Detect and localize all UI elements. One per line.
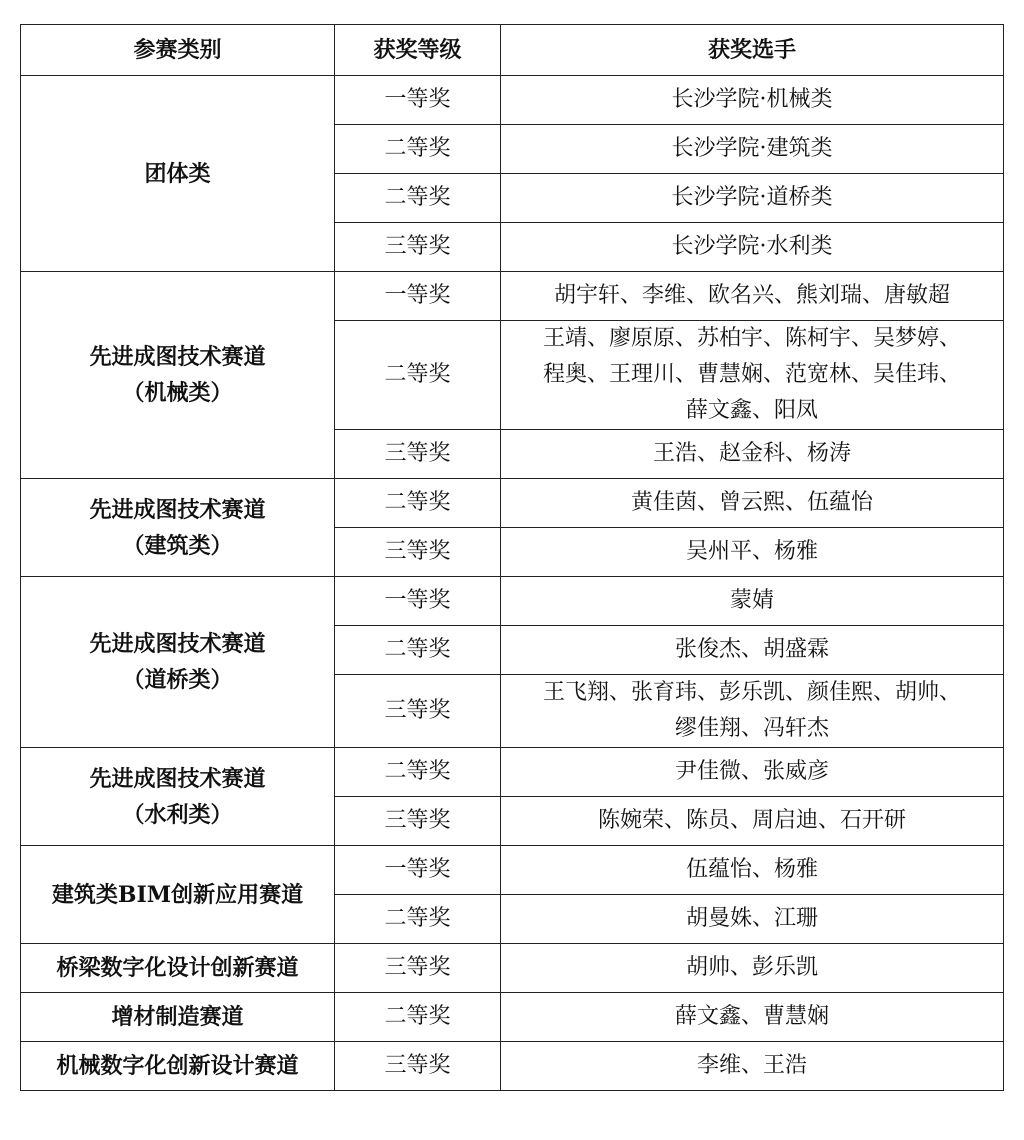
winners-cell — [501, 577, 1004, 626]
winners-cell — [501, 797, 1004, 846]
winners-line: 长沙学院·机械类 — [671, 87, 833, 112]
table-row — [21, 577, 1004, 626]
table-row — [21, 1042, 1004, 1091]
winners-line: 蒙婧 — [729, 588, 774, 613]
winners-cell — [501, 125, 1004, 174]
winners-cell — [501, 430, 1004, 479]
winners-line: 缪佳翔、冯轩杰 — [674, 716, 829, 741]
winners-cell — [501, 675, 1004, 748]
winners-cell — [501, 895, 1004, 944]
category-label: 团体类 — [144, 160, 211, 187]
winners-cell — [501, 321, 1004, 430]
winners-cell — [501, 993, 1004, 1042]
category-cell — [21, 1042, 335, 1091]
category-sublabel: （道桥类） — [122, 667, 233, 693]
winners-cell — [501, 479, 1004, 528]
header-row — [21, 25, 1004, 76]
winners-line: 长沙学院·水利类 — [671, 234, 833, 259]
level-cell: 三等奖 — [335, 944, 501, 993]
category-label: 机械数字化创新设计赛道 — [56, 1053, 299, 1079]
header-level: 获奖等级 — [335, 25, 501, 76]
category-cell — [21, 748, 335, 846]
category-label: 先进成图技术赛道 — [89, 344, 266, 370]
category-label: 建筑类BIM创新应用赛道 — [51, 881, 304, 908]
category-label: 增材制造赛道 — [111, 1004, 244, 1030]
level-cell: 三等奖 — [335, 1042, 501, 1091]
level-cell: 二等奖 — [335, 125, 501, 174]
winners-cell — [501, 223, 1004, 272]
table-row — [21, 479, 1004, 528]
winners-cell — [501, 174, 1004, 223]
winners-line: 黄佳茵、曾云熙、伍蕴怡 — [630, 490, 873, 515]
winners-line: 薛文鑫、阳凤 — [685, 398, 818, 423]
winners-cell — [501, 1042, 1004, 1091]
category-cell — [21, 993, 335, 1042]
header-category: 参赛类别 — [21, 25, 335, 76]
winners-line: 吴州平、杨雅 — [685, 539, 818, 564]
category-label: 先进成图技术赛道 — [89, 765, 266, 792]
level-cell: 一等奖 — [335, 272, 501, 321]
level-cell: 二等奖 — [335, 174, 501, 223]
winners-line: 王靖、廖原原、苏柏宇、陈柯宇、吴梦婷、 — [542, 326, 961, 351]
winners-line: 长沙学院·道桥类 — [671, 185, 833, 210]
category-cell — [21, 479, 335, 577]
winners-line: 李维、王浩 — [696, 1053, 807, 1078]
table-row — [21, 76, 1004, 125]
winners-cell — [501, 626, 1004, 675]
winners-line: 张俊杰、胡盛霖 — [674, 637, 829, 662]
header-winners: 获奖选手 — [501, 25, 1004, 76]
category-label: 桥梁数字化设计创新赛道 — [56, 955, 299, 981]
table-row — [21, 993, 1004, 1042]
level-cell: 三等奖 — [335, 675, 501, 748]
level-cell: 二等奖 — [335, 479, 501, 528]
table-row — [21, 846, 1004, 895]
winners-cell — [501, 528, 1004, 577]
winners-cell — [501, 944, 1004, 993]
winners-line: 王飞翔、张育玮、彭乐凯、颜佳熙、胡帅、 — [542, 680, 961, 705]
category-sublabel: （机械类） — [122, 380, 233, 406]
category-cell — [21, 846, 335, 944]
winners-cell — [501, 748, 1004, 797]
winners-cell — [501, 846, 1004, 895]
winners-line: 薛文鑫、曹慧娴 — [674, 1004, 829, 1029]
category-sublabel: （建筑类） — [122, 532, 233, 559]
winners-line: 伍蕴怡、杨雅 — [685, 857, 818, 882]
category-sublabel: （水利类） — [122, 801, 233, 828]
level-cell: 二等奖 — [335, 321, 501, 430]
category-cell — [21, 76, 335, 272]
winners-line: 长沙学院·建筑类 — [671, 136, 833, 161]
category-label: 先进成图技术赛道 — [89, 631, 266, 657]
level-cell: 二等奖 — [335, 993, 501, 1042]
level-cell: 一等奖 — [335, 846, 501, 895]
awards-table — [20, 24, 1004, 1091]
level-cell: 三等奖 — [335, 430, 501, 479]
winners-line: 王浩、赵金科、杨涛 — [652, 441, 851, 466]
category-cell — [21, 577, 335, 748]
level-cell: 一等奖 — [335, 577, 501, 626]
level-cell: 三等奖 — [335, 797, 501, 846]
level-cell: 二等奖 — [335, 895, 501, 944]
winners-line: 胡曼姝、江珊 — [685, 906, 818, 931]
level-cell: 一等奖 — [335, 76, 501, 125]
winners-line: 陈婉荣、陈员、周启迪、石开研 — [597, 808, 906, 833]
table-row — [21, 944, 1004, 993]
category-cell — [21, 944, 335, 993]
winners-cell — [501, 76, 1004, 125]
table-row — [21, 272, 1004, 321]
category-label: 先进成图技术赛道 — [89, 496, 266, 523]
winners-line: 程奥、王理川、曹慧娴、范宽林、吴佳玮、 — [542, 362, 961, 387]
winners-line: 尹佳微、张威彦 — [674, 759, 829, 784]
winners-line: 胡帅、彭乐凯 — [685, 955, 818, 980]
level-cell: 三等奖 — [335, 223, 501, 272]
level-cell: 三等奖 — [335, 528, 501, 577]
level-cell: 二等奖 — [335, 626, 501, 675]
category-cell — [21, 272, 335, 479]
winners-line: 胡宇轩、李维、欧名兴、熊刘瑞、唐敏超 — [553, 283, 950, 308]
table-row — [21, 748, 1004, 797]
winners-cell — [501, 272, 1004, 321]
level-cell: 二等奖 — [335, 748, 501, 797]
